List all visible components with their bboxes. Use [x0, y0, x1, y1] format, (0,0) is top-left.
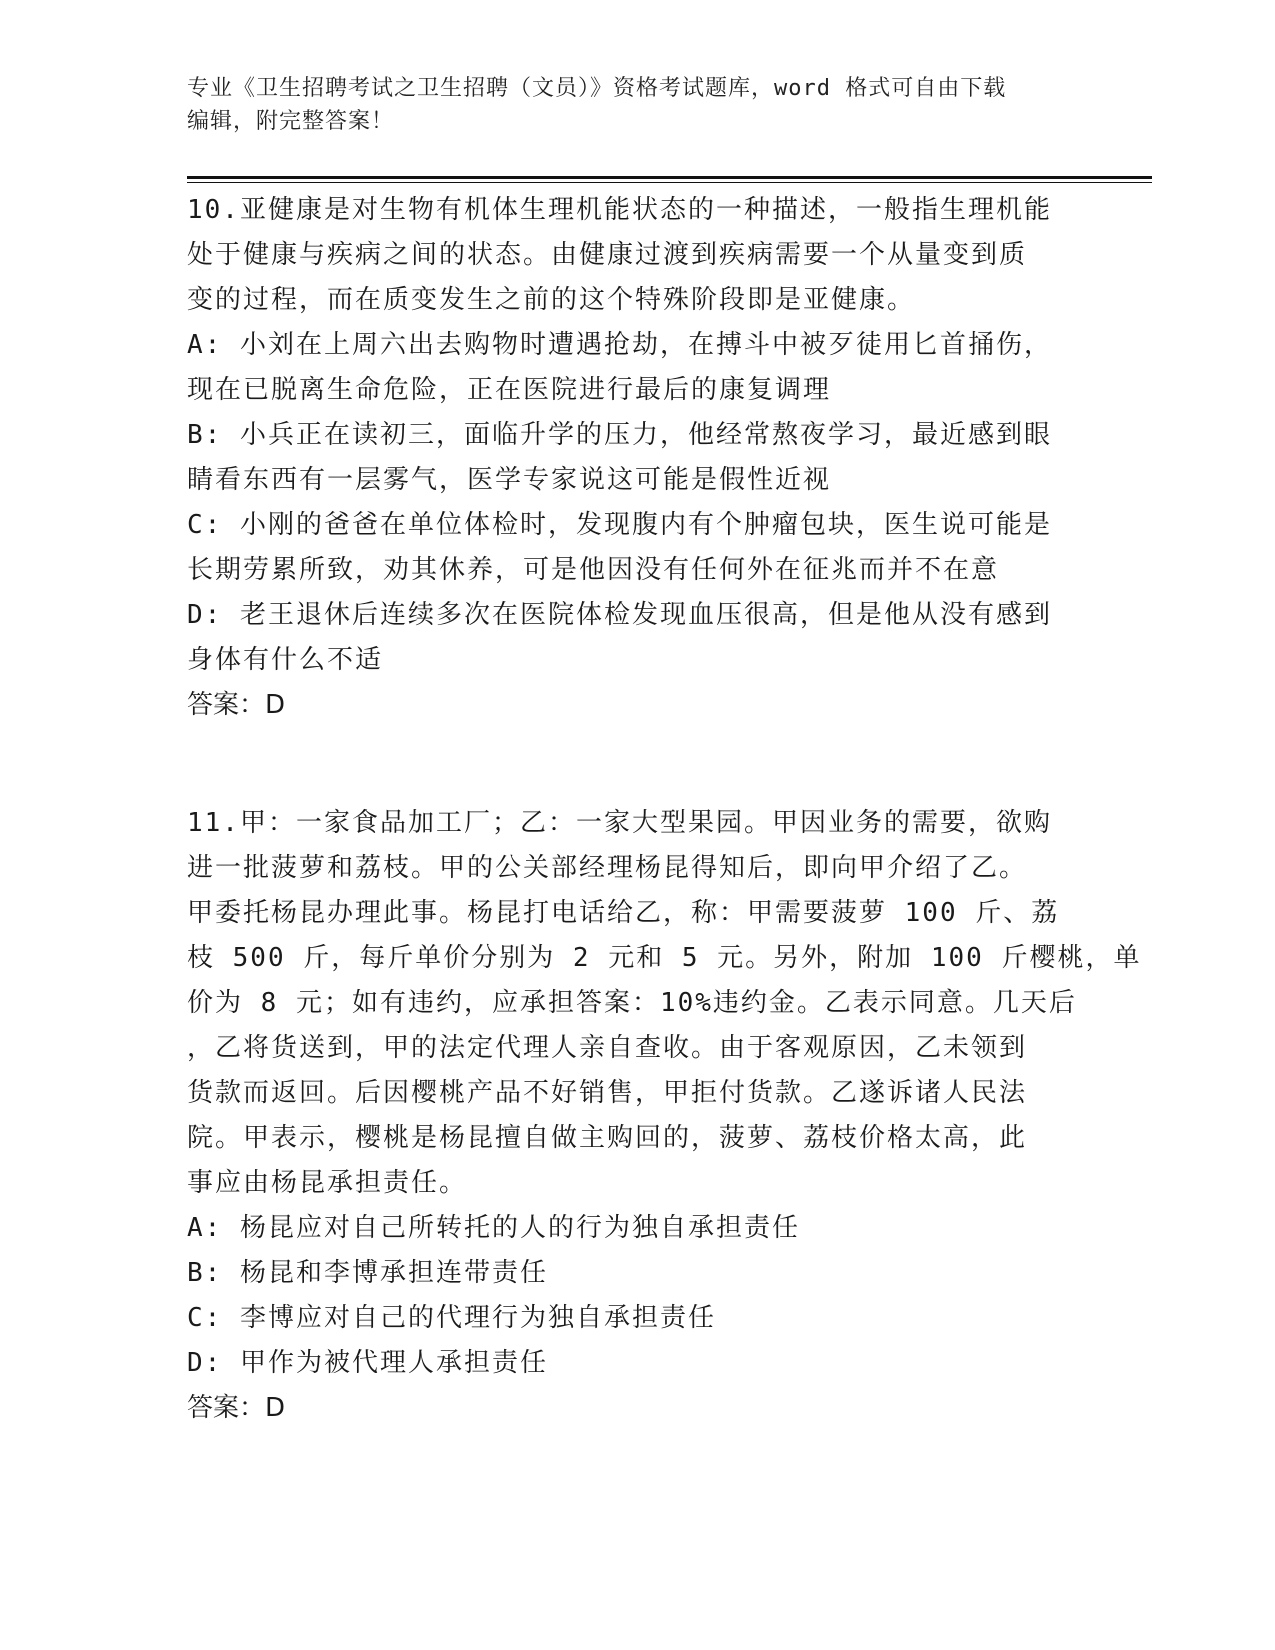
question-stem-line: 11.甲：一家食品加工厂；乙：一家大型果园。甲因业务的需要，欲购 [187, 808, 1052, 838]
question-stem-line: 变的过程，而在质变发生之前的这个特殊阶段即是亚健康。 [187, 285, 916, 315]
question-stem-line: ，乙将货送到，甲的法定代理人亲自查收。由于客观原因，乙未领到 [187, 1033, 1028, 1063]
question-stem-line: 院。甲表示，樱桃是杨昆擅自做主购回的，菠萝、荔枝价格太高，此 [187, 1123, 1028, 1153]
header-divider-thick [187, 176, 1152, 179]
question-spacer [187, 728, 1082, 801]
question-stem-line: 货款而返回。后因樱桃产品不好销售，甲拒付货款。乙遂诉诸人民法 [187, 1078, 1028, 1108]
question-stem-line: 10.亚健康是对生物有机体生理机能状态的一种描述，一般指生理机能 [187, 195, 1052, 225]
question-stem-line: 事应由杨昆承担责任。 [187, 1168, 468, 1198]
question-stem-line: 处于健康与疾病之间的状态。由健康过渡到疾病需要一个从量变到质 [187, 240, 1028, 270]
question-list [187, 188, 1142, 1431]
option-c-line: C: 李博应对自己的代理行为独自承担责任 [187, 1303, 716, 1333]
header-line-2: 编辑，附完整答案！ [187, 109, 395, 134]
question-stem-line: 甲委托杨昆办理此事。杨昆打电话给乙，称：甲需要菠萝 100 斤、荔 [187, 898, 1060, 928]
page-header [187, 72, 1067, 138]
question-10 [187, 188, 1082, 728]
answer-label: 答案：D [187, 1393, 286, 1423]
header-divider-thin [187, 182, 1152, 183]
question-stem-line: 价为 8 元；如有违约，应承担答案：10%违约金。乙表示同意。几天后 [187, 988, 1077, 1018]
option-a-line: A: 小刘在上周六出去购物时遭遇抢劫，在搏斗中被歹徒用匕首捅伤， [187, 330, 1052, 360]
option-c-line: 长期劳累所致，劝其休养，可是他因没有任何外在征兆而并不在意 [187, 555, 1000, 585]
option-d-line: D: 甲作为被代理人承担责任 [187, 1348, 548, 1378]
header-line-1: 专业《卫生招聘考试之卫生招聘（文员）》资格考试题库，word 格式可自由下载 [187, 76, 1007, 101]
option-b-line: B: 杨昆和李博承担连带责任 [187, 1258, 548, 1288]
option-b-line: B: 小兵正在读初三，面临升学的压力，他经常熬夜学习，最近感到眼 [187, 420, 1052, 450]
question-11 [187, 801, 1142, 1431]
option-d-line: D: 老王退休后连续多次在医院体检发现血压很高，但是他从没有感到 [187, 600, 1052, 630]
option-a-line: 现在已脱离生命危险，正在医院进行最后的康复调理 [187, 375, 832, 405]
option-a-line: A: 杨昆应对自己所转托的人的行为独自承担责任 [187, 1213, 800, 1243]
option-b-line: 睛看东西有一层雾气，医学专家说这可能是假性近视 [187, 465, 832, 495]
question-stem-line: 进一批菠萝和荔枝。甲的公关部经理杨昆得知后，即向甲介绍了乙。 [187, 853, 1028, 883]
question-stem-line: 枝 500 斤，每斤单价分别为 2 元和 5 元。另外，附加 100 斤樱桃，单 [187, 943, 1142, 973]
option-c-line: C: 小刚的爸爸在单位体检时，发现腹内有个肿瘤包块，医生说可能是 [187, 510, 1052, 540]
answer-label: 答案：D [187, 690, 286, 720]
option-d-line: 身体有什么不适 [187, 645, 384, 675]
